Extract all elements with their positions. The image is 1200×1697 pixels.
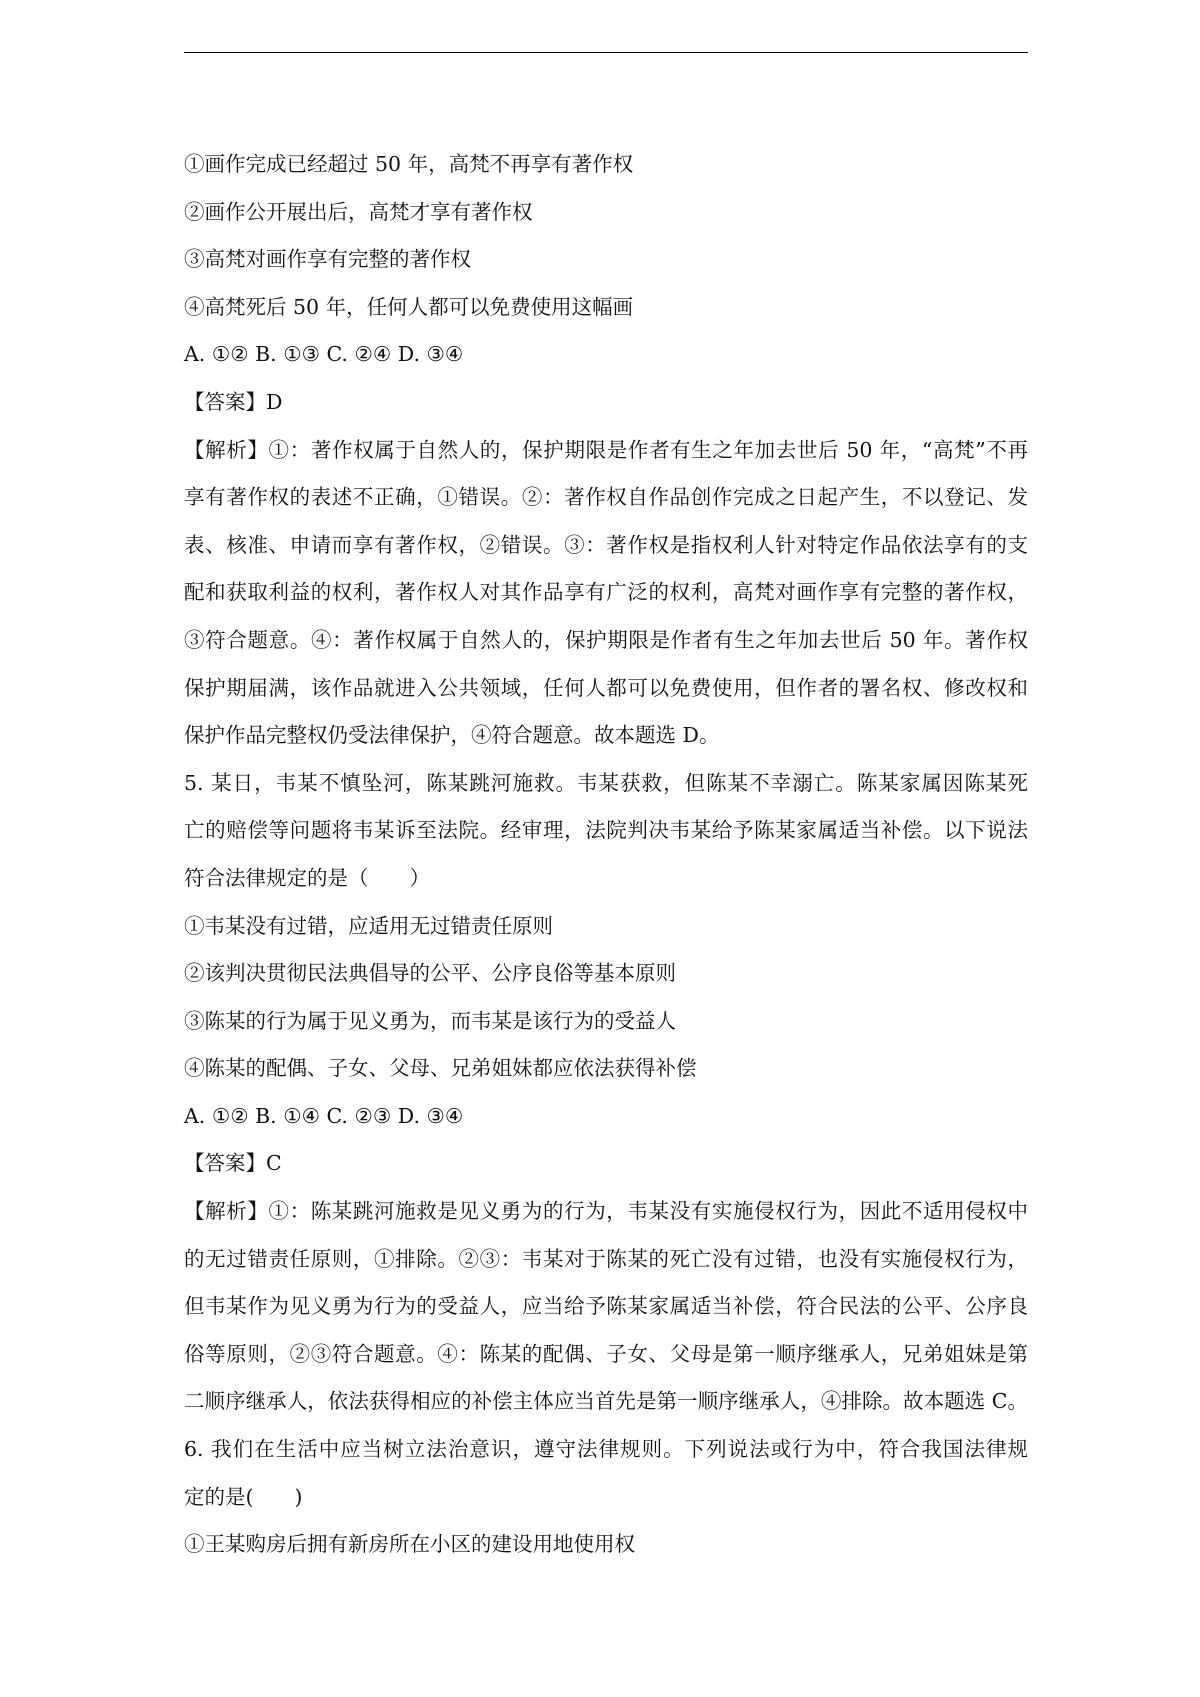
q4-analysis-line: ③符合题意。④：著作权属于自然人的，保护期限是作者有生之年加去世后 50 年。著作权 (184, 627, 1028, 652)
q6-stem-line: 定的是( ) (184, 1484, 303, 1509)
document-body (184, 152, 1028, 1580)
q4-analysis-line: 享有著作权的表述不正确，①错误。②：著作权自作品创作完成之日起产生，不以登记、发 (184, 485, 1028, 510)
q4-answer: 【答案】D (184, 389, 283, 414)
q5-stem-line: 符合法律规定的是（ ） (184, 865, 430, 890)
q6-option-1: ①王某购房后拥有新房所在小区的建设用地使用权 (184, 1532, 635, 1557)
q4-analysis-line: 表、核准、申请而享有著作权，②错误。③：著作权是指权利人针对特定作品依法享有的支 (184, 532, 1028, 557)
q5-option-3: ③陈某的行为属于见义勇为，而韦某是该行为的受益人 (184, 1008, 676, 1033)
q5-analysis-line: 但韦某作为见义勇为行为的受益人，应当给予陈某家属适当补偿，符合民法的公平、公序良 (184, 1294, 1028, 1319)
q6-stem-line: 6. 我们在生活中应当树立法治意识，遵守法律规则。下列说法或行为中，符合我国法律规 (184, 1437, 1028, 1462)
q4-analysis-line: 【解析】①：著作权属于自然人的，保护期限是作者有生之年加去世后 50 年，“高梵”不再 (184, 437, 1028, 462)
q4-analysis-line: 配和获取利益的权利，著作权人对其作品享有广泛的权利，高梵对画作享有完整的著作权， (184, 580, 1028, 605)
q5-stem-line: 5. 某日，韦某不慎坠河，陈某跳河施救。韦某获救，但陈某不幸溺亡。陈某家属因陈某死 (184, 770, 1028, 795)
header-rule (184, 52, 1028, 53)
q5-stem-line: 亡的赔偿等问题将韦某诉至法院。经审理，法院判决韦某给予陈某家属适当补偿。以下说法 (184, 818, 1028, 843)
q5-answer: 【答案】C (184, 1151, 282, 1176)
q5-analysis-line: 【解析】①：陈某跳河施救是见义勇为的行为，韦某没有实施侵权行为，因此不适用侵权中 (184, 1199, 1028, 1224)
q5-analysis-line: 二顺序继承人，依法获得相应的补偿主体应当首先是第一顺序继承人，④排除。故本题选 C。 (184, 1389, 1028, 1414)
q4-analysis-line: 保护作品完整权仍受法律保护，④符合题意。故本题选 D。 (184, 723, 720, 748)
q5-choices: A. ①② B. ①④ C. ②③ D. ③④ (184, 1103, 464, 1128)
q4-analysis-line: 保护期届满，该作品就进入公共领域，任何人都可以免费使用，但作者的署名权、修改权和 (184, 675, 1028, 700)
q5-option-1: ①韦某没有过错，应适用无过错责任原则 (184, 913, 553, 938)
q4-choices: A. ①② B. ①③ C. ②④ D. ③④ (184, 342, 464, 367)
q5-option-2: ②该判决贯彻民法典倡导的公平、公序良俗等基本原则 (184, 961, 676, 986)
q4-option-2: ②画作公开展出后，高梵才享有著作权 (184, 199, 533, 224)
q5-option-4: ④陈某的配偶、子女、父母、兄弟姐妹都应依法获得补偿 (184, 1056, 697, 1081)
q4-option-1: ①画作完成已经超过 50 年，高梵不再享有著作权 (184, 152, 634, 176)
q5-analysis-line: 的无过错责任原则，①排除。②③：韦某对于陈某的死亡没有过错，也没有实施侵权行为， (184, 1246, 1028, 1271)
q4-option-4: ④高梵死后 50 年，任何人都可以免费使用这幅画 (184, 294, 634, 319)
q5-analysis-line: 俗等原则，②③符合题意。④：陈某的配偶、子女、父母是第一顺序继承人，兄弟姐妹是第 (184, 1341, 1028, 1366)
q4-option-3: ③高梵对画作享有完整的著作权 (184, 247, 471, 272)
